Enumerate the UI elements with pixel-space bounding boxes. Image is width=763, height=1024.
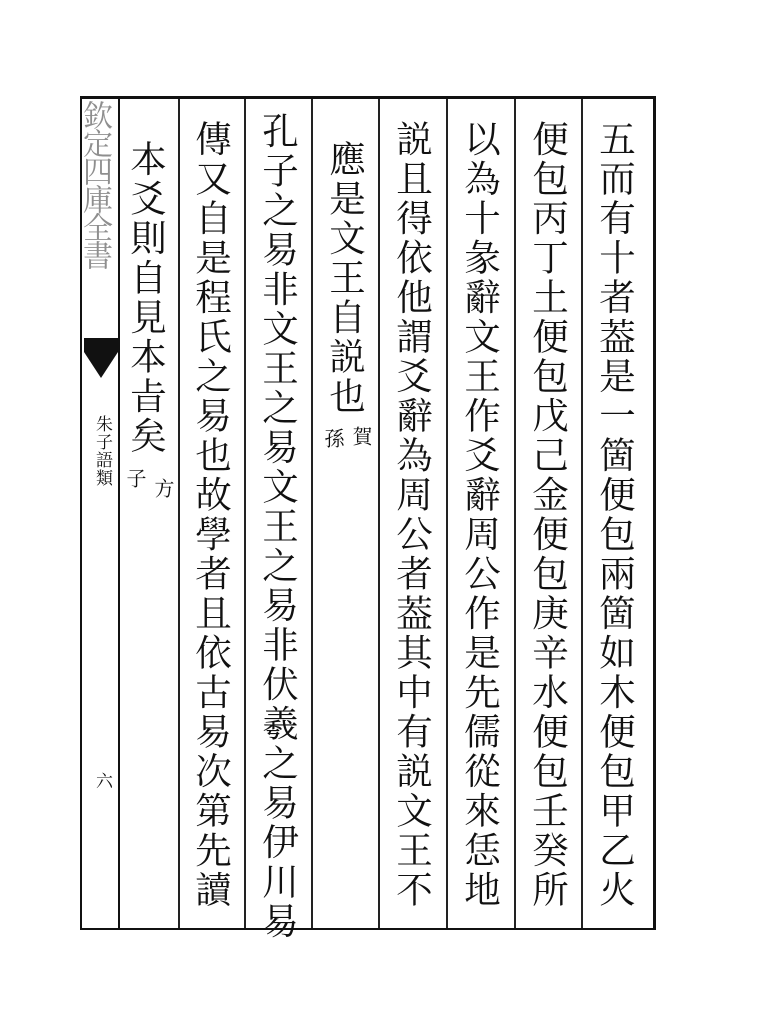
text-column-6: 孔子之易非文王之易文王之易非伏羲之易伊川易 [256,112,300,942]
text-column-1: 五而有十者葢是一箇便包兩箇如木便包甲乙火 [593,120,637,910]
text-column-3: 以為十彖辭文王作爻辭周公作是先儒從來恁地 [458,120,502,910]
annotation-he: 賀 [349,426,373,446]
margin-title: 欽定四庫全書 [77,100,112,268]
column-rule [378,99,380,928]
text-column-2: 便包丙丁土便包戊己金便包庚辛水便包壬癸所 [526,120,570,910]
annotation-zi: 子 [123,468,147,488]
column-rule [446,99,448,928]
text-column-7: 傳又自是程氏之易也故學者且依古易次第先讀 [189,120,233,910]
column-rule [178,99,180,928]
text-column-8: 本爻則自見本㫖矣 [124,140,168,456]
column-rule [311,99,313,928]
annotation-fang: 方 [151,478,175,498]
fish-tail-mark [84,338,118,378]
margin-page-number: 六 [92,772,112,789]
margin-book-name: 朱子語類 [92,415,112,487]
annotation-sun: 孫 [321,428,345,448]
column-rule [581,99,583,928]
column-rule [244,99,246,928]
text-column-5: 應是文王自説也 [323,140,367,417]
text-column-4: 説且得依他謂爻辭為周公者葢其中有説文王不 [390,120,434,910]
column-rule [514,99,516,928]
